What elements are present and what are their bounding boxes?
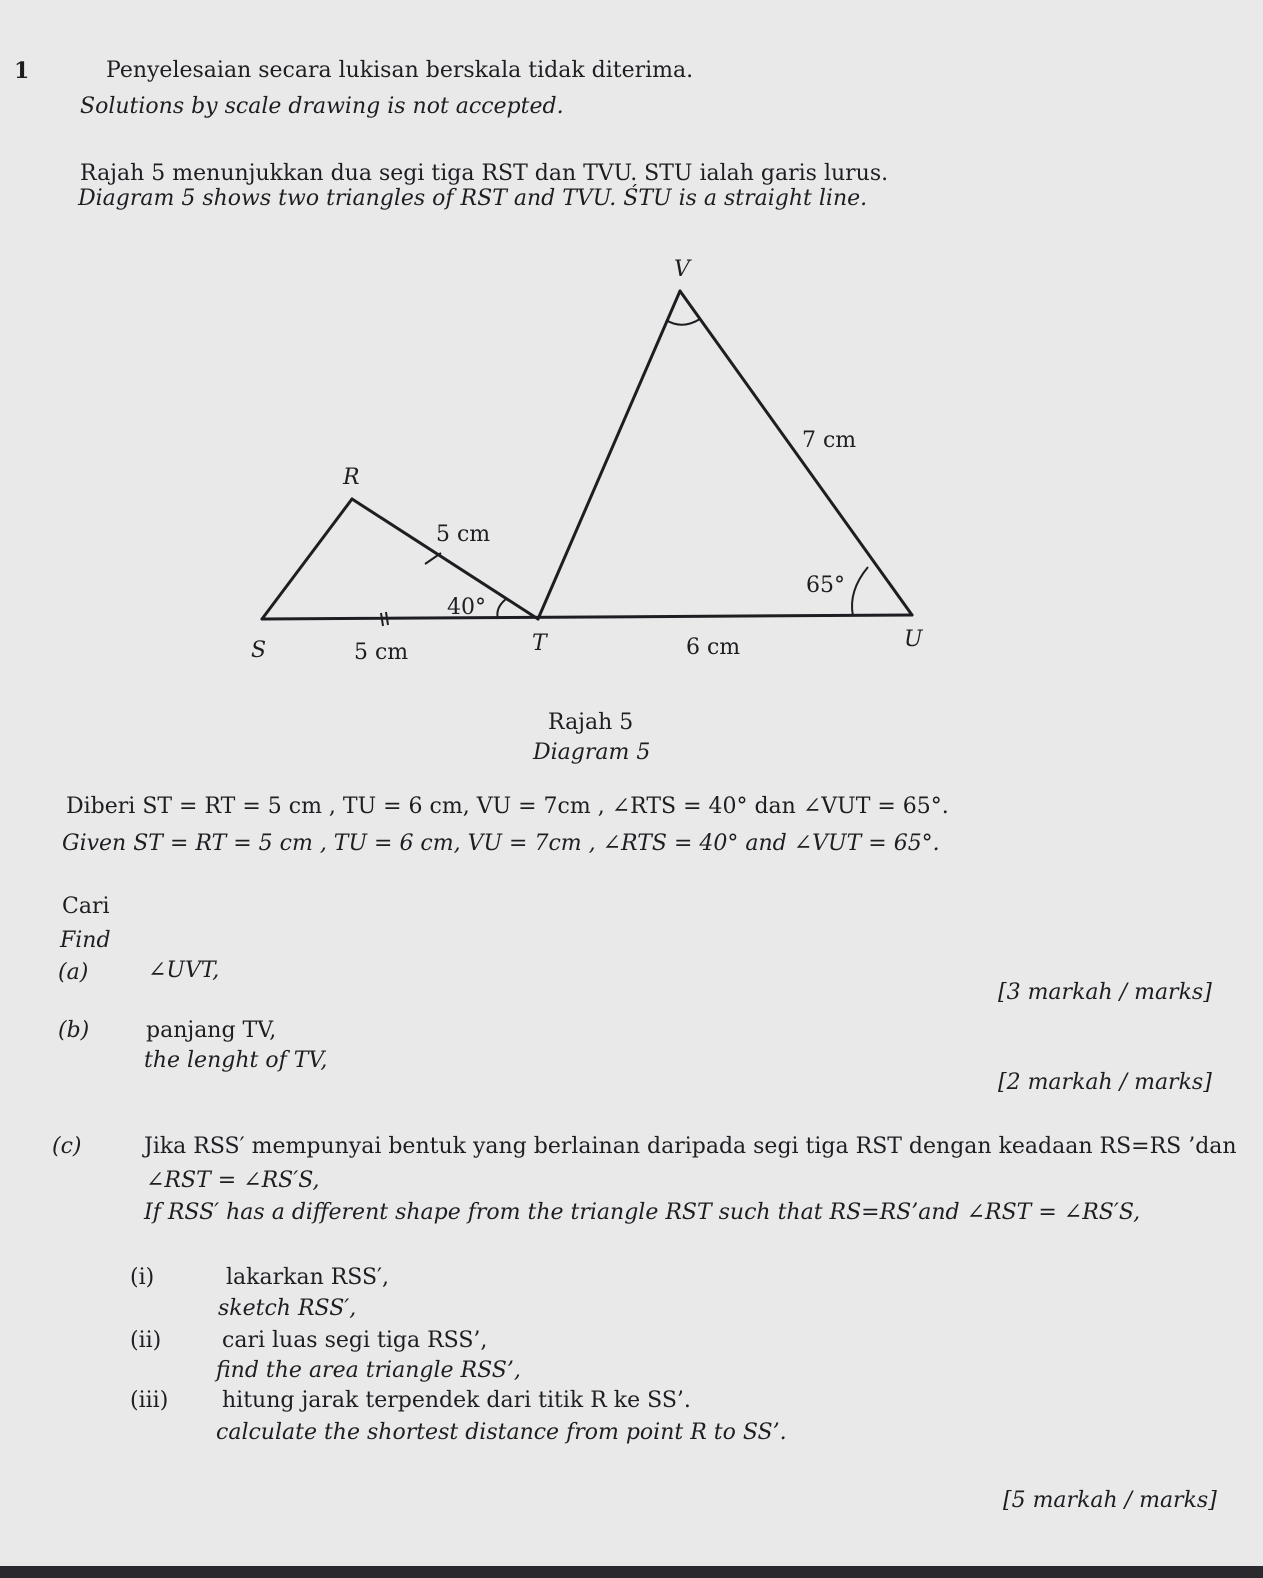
part-c-english: If RSS′ has a different shape from the triangle RST such that RS=RS’and ∠RST = ∠RS′S,: [144, 1200, 1141, 1225]
angle-arc-u: [852, 567, 868, 616]
part-a-marks: [3 markah / marks]: [998, 980, 1212, 1005]
label-vu-length: 7 cm: [802, 428, 857, 453]
note-malay: Penyelesaian secara lukisan berskala tidak diterima.: [106, 58, 694, 83]
part-c-malay-1: Jika RSS′ mempunyai bentuk yang berlainan daripada segi tiga RST dengan keadaan RS=RS ’dan: [144, 1134, 1237, 1159]
angle-arc-t: [497, 599, 506, 619]
bottom-edge: [0, 1566, 1263, 1578]
note-english: Solutions by scale drawing is not accepted.: [80, 94, 564, 119]
caption-malay: Rajah 5: [548, 710, 634, 735]
tick-mark-st-2: [386, 612, 388, 625]
part-a-label: (a): [58, 960, 89, 985]
caption-english: Diagram 5: [533, 740, 651, 765]
part-b-english: the lenght of TV,: [144, 1048, 328, 1073]
point-u: U: [904, 627, 923, 652]
question-number: 1: [14, 58, 30, 84]
intro-malay: Rajah 5 menunjukkan dua segi tiga RST dan TVU. STU ialah garis lurus.: [80, 161, 889, 186]
part-c-iii-malay: hitung jarak terpendek dari titik R ke SS’.: [222, 1388, 691, 1413]
label-st-length: 5 cm: [354, 640, 409, 665]
tick-mark-st: [381, 613, 383, 626]
part-c-ii-malay: cari luas segi tiga RSS’,: [222, 1328, 488, 1353]
point-r: R: [343, 465, 360, 490]
part-b-marks: [2 markah / marks]: [998, 1070, 1212, 1095]
line-t-v: [538, 291, 680, 619]
find-malay: Cari: [62, 894, 110, 919]
part-c-ii-label: (ii): [130, 1328, 162, 1353]
label-rt-length: 5 cm: [436, 522, 491, 547]
part-c-marks: [5 markah / marks]: [1003, 1488, 1217, 1513]
part-a-text: ∠UVT,: [148, 958, 220, 983]
part-c-i-english: sketch RSS′,: [218, 1296, 357, 1321]
part-c-malay-2: ∠RST = ∠RS′S,: [146, 1168, 320, 1193]
triangle-diagram: [0, 0, 1263, 700]
part-c-iii-label: (iii): [130, 1388, 169, 1413]
given-english: Given ST = RT = 5 cm , TU = 6 cm, VU = 7cm , ∠RTS = 40° and ∠VUT = 65°.: [62, 831, 940, 856]
angle-arc-v: [666, 319, 700, 325]
part-b-label: (b): [58, 1018, 90, 1043]
part-c-i-malay: lakarkan RSS′,: [226, 1265, 390, 1290]
label-angle-t: 40°: [447, 595, 486, 620]
find-english: Find: [60, 928, 111, 953]
given-malay: Diberi ST = RT = 5 cm , TU = 6 cm, VU = 7cm , ∠RTS = 40° dan ∠VUT = 65°.: [66, 794, 949, 819]
intro-english: Diagram 5 shows two triangles of RST and TVU. ŚTU is a straight line.: [78, 186, 868, 211]
label-tu-length: 6 cm: [686, 635, 741, 660]
part-c-iii-english: calculate the shortest distance from point R to SS’.: [216, 1420, 787, 1445]
label-angle-u: 65°: [806, 573, 845, 598]
part-b-malay: panjang TV,: [146, 1018, 277, 1043]
line-r-t: [352, 499, 538, 619]
point-t: T: [532, 631, 547, 656]
point-v: V: [674, 257, 690, 282]
part-c-label: (c): [52, 1134, 82, 1159]
part-c-ii-english: find the area triangle RSS’,: [216, 1358, 521, 1383]
tick-mark-rt: [425, 553, 441, 564]
line-s-r: [262, 499, 352, 619]
line-v-u: [680, 291, 912, 615]
point-s: S: [251, 638, 267, 663]
line-s-t-u: [262, 615, 912, 619]
part-c-i-label: (i): [130, 1265, 155, 1290]
